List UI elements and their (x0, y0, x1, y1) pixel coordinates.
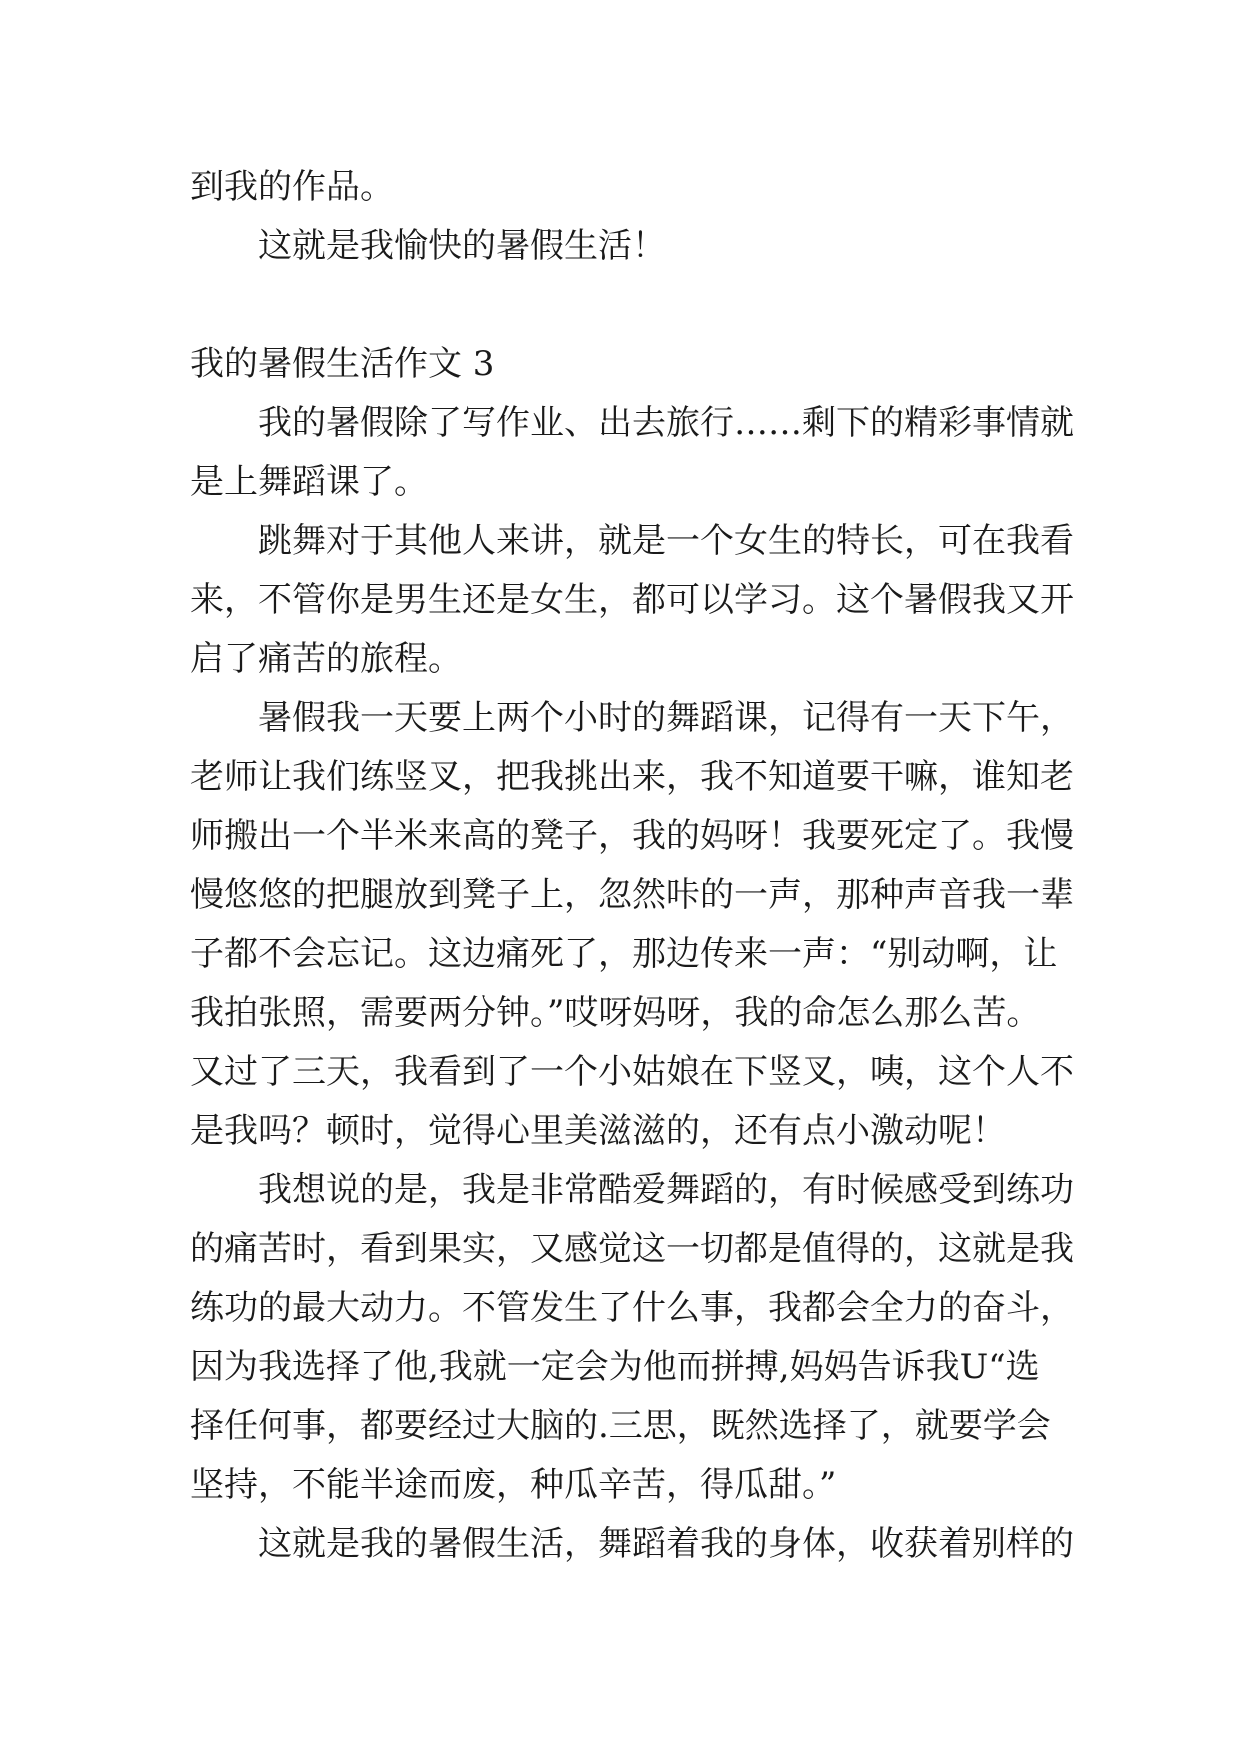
text-line: 是我吗？顿时，觉得心里美滋滋的，还有点小激动呢！ (190, 1111, 1006, 1151)
text-line: 老师让我们练竖叉，把我挑出来，我不知道要干嘛，谁知老 (190, 757, 1074, 797)
text-line: 我的暑假除了写作业、出去旅行……剩下的精彩事情就 (258, 403, 1074, 443)
text-line: 的痛苦时，看到果实，又感觉这一切都是值得的，这就是我 (190, 1229, 1074, 1269)
text-line: 是上舞蹈课了。 (190, 462, 428, 502)
text-line: 坚持，不能半途而废，种瓜辛苦，得瓜甜。” (190, 1465, 837, 1505)
text-line: 启了痛苦的旅程。 (190, 639, 462, 679)
text-line: 暑假我一天要上两个小时的舞蹈课，记得有一天下午， (258, 698, 1074, 738)
text-line: 择任何事，都要经过大脑的.三思，既然选择了，就要学会 (190, 1406, 1051, 1446)
text-line: 我想说的是，我是非常酷爱舞蹈的，有时候感受到练功 (258, 1170, 1074, 1210)
text-line: 又过了三天，我看到了一个小姑娘在下竖叉，咦，这个人不 (190, 1052, 1074, 1092)
text-line: 到我的作品。 (190, 167, 394, 207)
text-line: 来，不管你是男生还是女生，都可以学习。这个暑假我又开 (190, 580, 1074, 620)
text-line: 这就是我的暑假生活，舞蹈着我的身体，收获着别样的 (258, 1524, 1074, 1564)
section-heading: 我的暑假生活作文 3 (190, 344, 495, 384)
text-line: 练功的最大动力。不管发生了什么事，我都会全力的奋斗， (190, 1288, 1074, 1328)
text-line: 跳舞对于其他人来讲，就是一个女生的特长，可在我看 (258, 521, 1074, 561)
text-line: 因为我选择了他,我就一定会为他而拼搏,妈妈告诉我U“选 (190, 1347, 1040, 1387)
text-line: 我拍张照，需要两分钟。”哎呀妈呀，我的命怎么那么苦。 (190, 993, 1041, 1033)
text-line: 这就是我愉快的暑假生活！ (258, 226, 666, 266)
text-line: 慢悠悠的把腿放到凳子上，忽然咔的一声，那种声音我一辈 (190, 875, 1074, 915)
text-line: 师搬出一个半米来高的凳子，我的妈呀！我要死定了。我慢 (190, 816, 1074, 856)
text-line: 子都不会忘记。这边痛死了，那边传来一声：“别动啊，让 (190, 934, 1058, 974)
essay-body (190, 158, 1074, 1574)
